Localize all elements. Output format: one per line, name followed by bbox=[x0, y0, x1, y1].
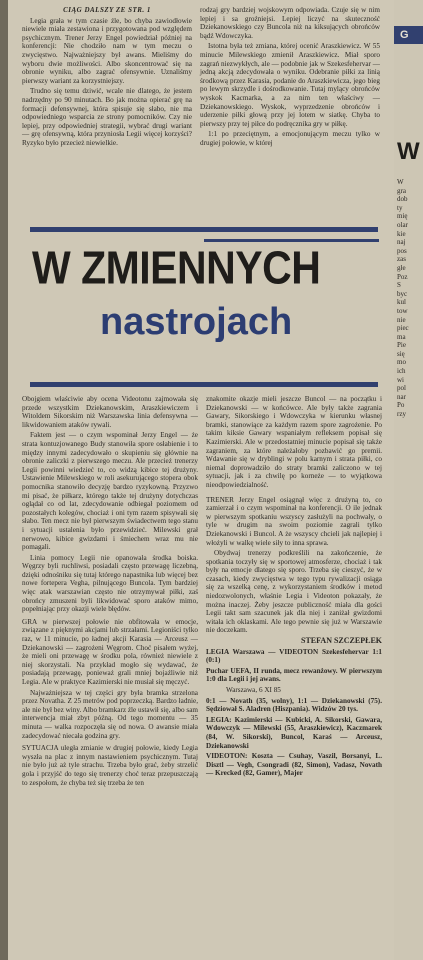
match-results bbox=[206, 648, 382, 778]
headline-main: W ZMIENNYCH bbox=[32, 242, 321, 294]
adjacent-line: się bbox=[397, 349, 405, 358]
adjacent-line: piec bbox=[397, 324, 409, 333]
adjacent-line: W bbox=[397, 178, 404, 186]
headline-rule-bottom bbox=[30, 382, 378, 387]
adjacent-line: wi bbox=[397, 375, 404, 384]
paragraph: Legia grała w tym czasie źle, bo chyba zawiodłowie niewiele miała zestawiona i przygotowana pod względem psychicznym. Trener Jerzy Engel powiedział później na konferencji: Nie chodziło nam w tym meczu o zwycięstwo. Najważniejszy był awans. Mieliśmy do wyboru dwie możliwości. Albo skoncentrować się na obronie wyniku, albo zagrać ofensywnie. Uznaliśmy pierwszy wariant za korzystniejszy. bbox=[22, 16, 192, 85]
adjacent-line: nar bbox=[397, 392, 406, 401]
author-signature: STEFAN SZCZEPŁEK bbox=[301, 636, 382, 646]
paragraph: 1:1 po przeciętnym, a emocjonującym meczu tylko w drugiej połowie, w której bbox=[200, 130, 380, 147]
article-left-column bbox=[22, 395, 198, 789]
adjacent-page-strip bbox=[394, 0, 423, 960]
result-line: VIDEOTON: Koszta — Csuhay, Vaszil, Borsanyi, L. Disztl — Vegh, Csongradi (82, Simon), Vadasz, Novath — Krecked (82, Gamer), Majer bbox=[206, 752, 382, 778]
paragraph: TRENER Jerzy Engel osiągnął więc z drużyną to, co zamierzał i o czym wspominał na konferencji. O ile jednak w pierwszym spotkaniu wszyscy zasłużyli na pochwały, o tyle w drugim na swoim poziomie zagrali tylko Dziekanowski i Buncol. A że wszyscy chcieli jak najlepiej i włożyli w walkę wiele siły to inna sprawa. bbox=[206, 495, 382, 547]
adjacent-line: Poz bbox=[397, 272, 408, 281]
top-left-column bbox=[22, 6, 192, 150]
adjacent-line: byc bbox=[397, 289, 408, 298]
article-right-column bbox=[206, 395, 382, 780]
newspaper-page bbox=[8, 0, 394, 960]
adjacent-line: pos bbox=[397, 246, 407, 255]
adjacent-line: rzy bbox=[397, 410, 406, 419]
adjacent-line: ma bbox=[397, 332, 406, 341]
adjacent-line: S bbox=[397, 281, 401, 290]
headline-sub: nastrojach bbox=[100, 301, 293, 343]
paragraph: Najważniejsza w tej części gry była bramka strzelona przez Novatha. Z 25 metrów pod poprzeczką. Bardzo ładnie, ale nie był bez winy. Albo bramkarz źle ustawił się, albo sam interwencja miał zbyt późną. Od tego momentu — 35 minuta — walka rozpoczęła się od nowa. O awansie miała zadecydować niecała godzina gry. bbox=[22, 688, 198, 740]
paragraph: Faktem jest — o czym wspominał Jerzy Engel — że strata kontuzjowanego Budy stanowiła spore osłabienie i to między innymi zadecydowało o skupieniu się głównie na obronie zaliczki z pierwszego meczu. Ale przecież trenerzy Legii powinni wiedzieć to, co widzą kibice tej drużyny. Ustawienie Milewskiego w roli asekurującego stopera obok pomocnika stanowiło decyzję bardzo ryzykowną. Przyzwo mi pisać, że piłkarz, którego także tej drużyny dotychczas oglądał co od lat, zdecydowanie odbiegał poziomem od pozostałych kolegów, chociaż i oni tym razem spisywali się słabo. Ten mecz nie był pierwszym świadectwem tego stanu i sytuacji ustalenia było przewidzieć. Milewski grał nerwowo, kibice gwizdami i śmiechem wraz mu nie pomagali. bbox=[22, 431, 198, 552]
adjacent-line: Pie bbox=[397, 341, 406, 350]
adjacent-line: olar bbox=[397, 220, 408, 229]
adjacent-line: ich bbox=[397, 367, 406, 376]
adjacent-line: tow bbox=[397, 306, 408, 315]
adjacent-text-fragments bbox=[397, 178, 421, 419]
adjacent-line: ty bbox=[397, 203, 403, 212]
adjacent-line: mię bbox=[397, 212, 408, 221]
paragraph: Obydwaj trenerzy podkreślili na zakończenie, że spotkania toczyły się w sportowej atmosferze, chociaż i tak były na emocje dlatego się sporo. Trzeba się cieszyć, że w czasach, kiedy zwycięstwa w tego typu rywalizacji osiąga się za wszelką cenę, z wykorzystaniem środków i metod niedozwolonych, właśnie Legia i Videoton pokazały, że można inaczej. Żeby jeszcze publiczność miała dla gości Legii takt sam szacunek jak dla niej i zaniżał gwizdomi witała ich oklaskami. Ale tego pewnie się już w Warszawie nie doczekam. bbox=[206, 549, 382, 635]
adjacent-line: Po bbox=[397, 401, 405, 410]
adjacent-header: G bbox=[394, 26, 423, 44]
adjacent-line: naj bbox=[397, 238, 406, 247]
headline-rule-top bbox=[30, 227, 378, 232]
result-line: 0:1 — Novath (35, wolny), 1:1 — Dziekanowski (75). Sędziował S. Aladren (Hiszpania). Widzów 20 tys. bbox=[206, 696, 382, 714]
continuation-label: CIĄG DALSZY ZE STR. 1 bbox=[63, 6, 151, 14]
paragraph: rodzaj gry bardziej wojskowym odpowiada. Czuje się w nim lepiej i sa groźniejsi. Lepiej liczyć na skuteczność Dziekanowskiego czy Buncola niż na kiksujących obrońców bądź Wdowczyka. bbox=[200, 6, 380, 40]
adjacent-line: gra bbox=[397, 186, 406, 195]
paragraph: Trudno się temu dziwić, wcale nie dlatego, że jestem nadrzędny po 90 minutach. Bo jak można opierać grę na formacji defensywnej, która spisuje się słabo, nie ma odpowiedniego wsparcia ze strony pomocników. Czy nie lepiej, przy odpowiedniej strategii, wybrać drugi wariant — grę ofensywną, która przyniosła Legii więcej korzyści? Ryzyko było przecież niewielkie. bbox=[22, 87, 192, 147]
adjacent-big-letter: W bbox=[397, 138, 420, 165]
result-line: LEGIA Warszawa — VIDEOTON Szekesfehervar 1:1 (0:1) bbox=[206, 647, 382, 665]
adjacent-line: dob bbox=[397, 195, 408, 204]
top-right-column bbox=[200, 6, 380, 150]
result-line: Puchar UEFA, II runda, mecz rewanżowy. W pierwszym 1:0 dla Legii i jej awans. bbox=[206, 666, 382, 684]
adjacent-line: głe bbox=[397, 263, 406, 272]
adjacent-line: zas bbox=[397, 255, 406, 264]
paragraph: znakomite okazje mieli jeszcze Buncol — na początku i Dziekanowski — w końcówce. Ale były także zagrania Gawary, Sikorskiego i Wdowczyka w kierunku własnej bramki, stanowiące za każdym razem spore zagrożenie. Po takim kiksie Gawary wspaniałym refleksem popisał się Kazimierski. Ale w przedostatniej minucie popisał się także zagraniem, za które należałoby pozbawić go premii. Wdawanie się w dryblingi w polu karnym i strata piłki, co niemal doprowadziło do straty bramki zaliczono w tej sytuacji, jak i za chwilę po korneże — to wyjątkowa nieodpowiedzialność. bbox=[206, 395, 382, 489]
adjacent-line: kul bbox=[397, 298, 406, 307]
paragraph: Obojgiem właściwie aby ocena Videotonu zajmowała się przede wszystkim Dziekanowskim, Araszkiewiczem i Witoldem Sikorskim niż Warszawska linia defensywna — likwidowaniem ataków rywali. bbox=[22, 395, 198, 429]
paragraph: SYTUACJA uległa zmianie w drugiej połowie, kiedy Legia wyszła na plac z innym nastawieniem psychicznym. Tutaj nie było już aż tyle strachu. Trzeba było grać, żeby strzelić gola i przyjść do tego się trenerzy choć teraz przepuszczają to zespołom, że chyba też się trzeba że ten bbox=[22, 744, 198, 787]
adjacent-line: nie bbox=[397, 315, 406, 324]
paragraph: Istotna była też zmiana, której ocenić Araszkiewicz. W 55 minucie Milewskiego zmienił Araszkiewicz. Miał sporo zagrań niezwykłych, ale — podobnie jak w Szekesfehervar — jedną akcją zdecydowała o wyniku. Odebranie piłki za linią środkową przez Karasia, podanie do Araszkiewicza, jego bieg po lewym skrzydle i dośrodkowanie. Tutaj mylący obrońców wyskok Kacmarka, a za nim ten właściwy — Dziekanowskiego. Wyskok, wyprzedzenie obrońców i uderzenie piłki głową przy jej lotem w siatkę. Chyba to pierwszy przy tej piłce do podręcznika gry w piłkę. bbox=[200, 42, 380, 128]
result-line: LEGIA: Kazimierski — Kubicki, A. Sikorski, Gawara, Wdowczyk — Milewski (55, Araszkiewicz), Kaczmarek (84, W. Sikorski), Buncol, Karaś — Arceusz, Dziekanowski bbox=[206, 715, 382, 750]
adjacent-line: pol bbox=[397, 384, 406, 393]
paragraph: Linia pomocy Legii nie opanowała środka boiska. Węgrzy byli ruchliwsi, posiadali często przewagę liczebną, dzięki odnośniku się tutaj którego napastnika lub więcej bez nowe fortepera Vegha, pilnującego Buncola. Tym bardziej więc atak warszawian często nie otrzymywał piłki, zaś obrońcy zmuszeni byli likwidować sporo ataków mimo, popełniając przy okazji wiele błędów. bbox=[22, 553, 198, 614]
adjacent-line: mo bbox=[397, 358, 406, 367]
paragraph: GRA w pierwszej połowie nie obfitowała w emocje, związane z pięknymi akcjami lub strzałami. Legioniści tylko raz, w 11 minucie, po ładnej akcji Karasia — Arceusz — Dziekanowski — zagrożeni Węgrom. Choć pisałem wyżej, że mieli oni przewagę w środku pola, również niewiele z niej skorzystali. Na przykład mogło się wydawać, że posiadają przewagę, ponieważ grali mniej bojaźliwie niż Legia. Ale w praktyce Kazimierski nie musiał się męczyć. bbox=[22, 617, 198, 686]
result-line: Warszawa, 6 XI 85 bbox=[226, 686, 281, 694]
adjacent-line: kie bbox=[397, 229, 406, 238]
